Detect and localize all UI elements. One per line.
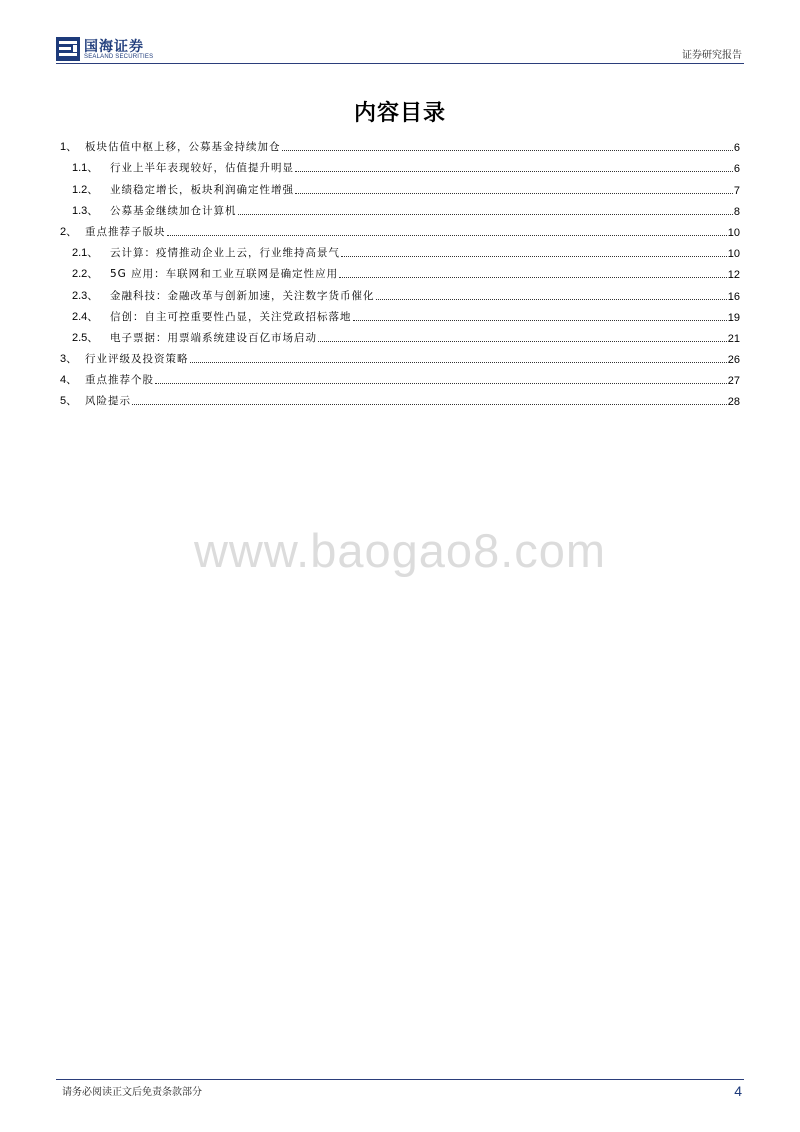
toc-entry-number: 3、 — [60, 353, 78, 366]
toc-entry[interactable] — [60, 133, 740, 154]
toc-entry-title: 板块估值中枢上移，公募基金持续加仓 — [85, 141, 281, 154]
toc-entry-page: 27 — [727, 375, 740, 388]
toc-entry-page: 12 — [727, 269, 740, 282]
toc-entry-title: 风险提示 — [85, 395, 131, 408]
toc-entry-number: 2.5、 — [72, 331, 99, 344]
toc-dot-leader — [295, 170, 733, 172]
toc-entry-title: 5G 应用：车联网和工业互联网是确定性应用 — [110, 268, 339, 281]
toc-entry-title: 电子票据：用票端系统建设百亿市场启动 — [110, 331, 317, 344]
toc-entry-page: 10 — [727, 248, 740, 261]
logo-name-en: SEALAND SECURITIES — [84, 54, 154, 60]
header-divider — [56, 63, 744, 64]
toc-entry-number: 1、 — [60, 141, 78, 154]
toc-entry-number: 2.2、 — [72, 268, 99, 281]
table-of-contents — [60, 133, 740, 408]
toc-entry-title: 行业上半年表现较好，估值提升明显 — [110, 162, 294, 175]
toc-dot-leader — [341, 255, 727, 257]
toc-entry-page: 6 — [733, 142, 740, 155]
toc-dot-leader — [295, 192, 733, 194]
footer-divider — [56, 1079, 744, 1080]
report-type-label: 证券研究报告 — [682, 50, 742, 61]
toc-entry-number: 4、 — [60, 374, 78, 387]
toc-dot-leader — [353, 319, 727, 321]
toc-entry-number: 2、 — [60, 225, 78, 238]
toc-entry[interactable] — [60, 303, 740, 324]
toc-entry-title: 信创：自主可控重要性凸显，关注党政招标落地 — [110, 310, 352, 323]
toc-dot-leader — [282, 149, 733, 151]
toc-dot-leader — [318, 340, 727, 342]
toc-entry[interactable] — [60, 239, 740, 260]
company-logo — [56, 36, 186, 64]
toc-entry-number: 1.1、 — [72, 162, 99, 175]
toc-dot-leader — [190, 361, 727, 363]
page-number: 4 — [734, 1083, 742, 1099]
toc-dot-leader — [155, 382, 727, 384]
toc-entry[interactable] — [60, 218, 740, 239]
toc-entry-number: 2.3、 — [72, 289, 99, 302]
toc-entry-page: 28 — [727, 396, 740, 409]
toc-dot-leader — [376, 298, 727, 300]
toc-dot-leader — [167, 234, 727, 236]
toc-entry-title: 公募基金继续加仓计算机 — [110, 204, 237, 217]
sealand-logo-icon — [56, 37, 80, 61]
logo-name-cn: 国海证券 — [84, 39, 144, 55]
toc-entry-number: 5、 — [60, 395, 78, 408]
toc-entry-title: 重点推荐个股 — [85, 374, 154, 387]
toc-entry[interactable] — [60, 324, 740, 345]
toc-title: 内容目录 — [353, 101, 446, 126]
toc-entry[interactable] — [60, 281, 740, 302]
toc-entry[interactable] — [60, 175, 740, 196]
toc-dot-leader — [339, 276, 727, 278]
toc-entry-title: 重点推荐子版块 — [85, 225, 166, 238]
toc-entry[interactable] — [60, 366, 740, 387]
toc-entry-title: 云计算：疫情推动企业上云，行业维持高景气 — [110, 247, 340, 260]
toc-entry-page: 16 — [727, 290, 740, 303]
toc-entry[interactable] — [60, 260, 740, 281]
toc-entry-title: 行业评级及投资策略 — [85, 353, 189, 366]
toc-entry-number: 1.3、 — [72, 204, 99, 217]
toc-entry-page: 8 — [733, 205, 740, 218]
toc-entry[interactable] — [60, 345, 740, 366]
toc-entry-page: 7 — [733, 184, 740, 197]
toc-entry-title: 业绩稳定增长，板块利润确定性增强 — [110, 183, 294, 196]
toc-entry-number: 2.1、 — [72, 247, 99, 260]
toc-entry[interactable] — [60, 197, 740, 218]
toc-dot-leader — [132, 403, 727, 405]
toc-entry-number: 1.2、 — [72, 183, 99, 196]
toc-dot-leader — [238, 213, 733, 215]
toc-entry-title: 金融科技：金融改革与创新加速，关注数字货币催化 — [110, 289, 375, 302]
toc-entry[interactable] — [60, 154, 740, 175]
toc-entry-page: 26 — [727, 354, 740, 367]
toc-entry-page: 6 — [733, 163, 740, 176]
toc-entry-number: 2.4、 — [72, 310, 99, 323]
toc-entry-page: 10 — [727, 226, 740, 239]
watermark: www.baogao8.com — [193, 524, 607, 577]
toc-entry[interactable] — [60, 387, 740, 408]
toc-entry-page: 21 — [727, 332, 740, 345]
footer-disclaimer: 请务必阅读正文后免责条款部分 — [62, 1087, 202, 1098]
toc-entry-page: 19 — [727, 311, 740, 324]
